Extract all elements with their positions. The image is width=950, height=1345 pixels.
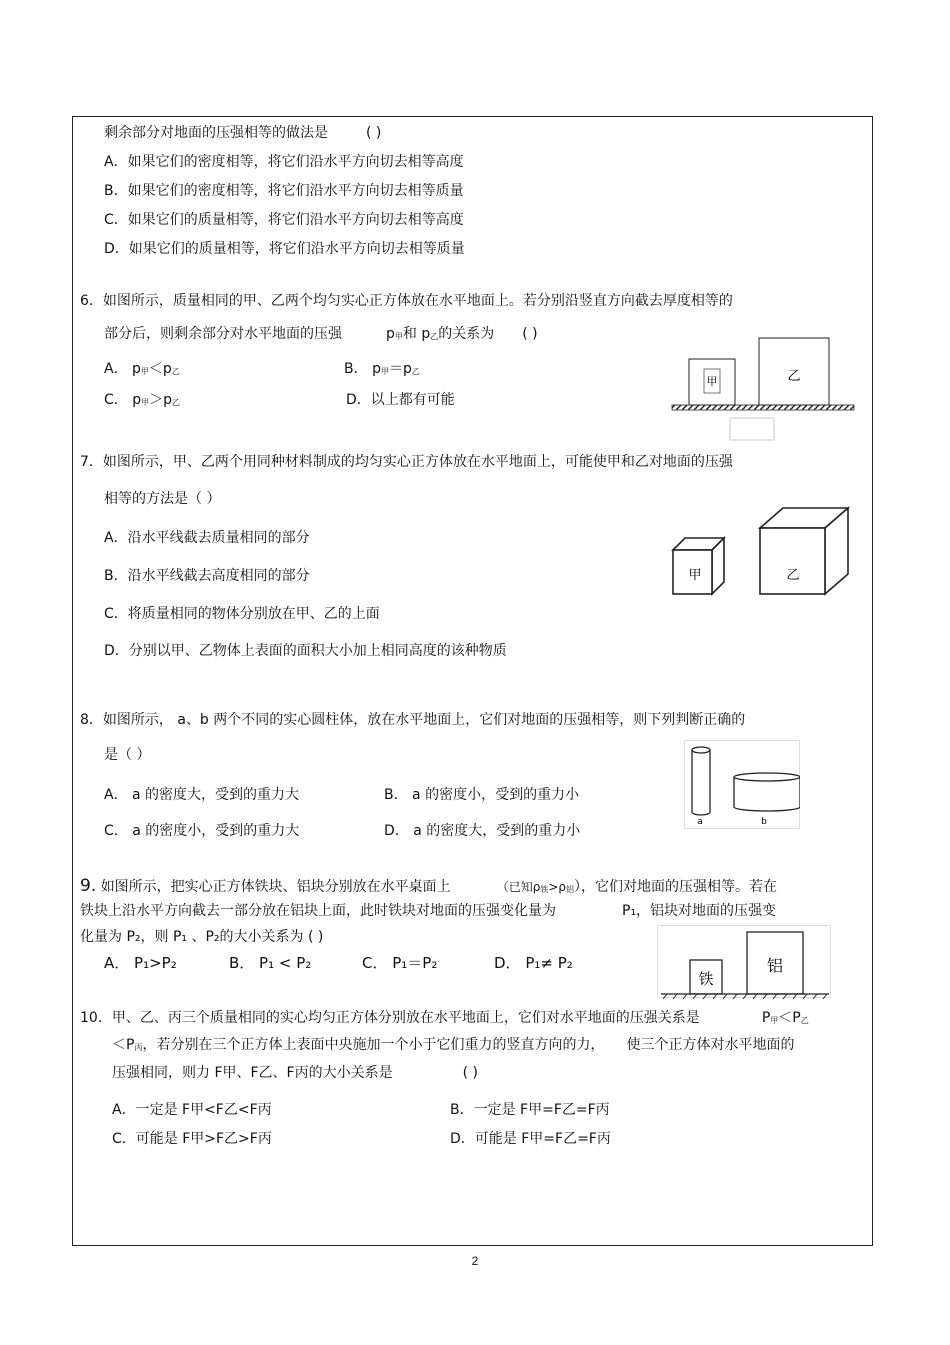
- q10-option-b: B．一定是 F甲=F乙=F丙: [450, 1102, 610, 1118]
- cylinder-a: [692, 747, 710, 815]
- q10-option-d: D．可能是 F甲=F乙=F丙: [450, 1131, 611, 1147]
- q9-figure: [657, 925, 831, 1003]
- q7-option-a: A．沿水平线截去质量相同的部分: [104, 530, 310, 546]
- q9-option-c: C． P₁＝P₂: [362, 954, 438, 972]
- q6-option-d: D．以上都有可能: [346, 392, 455, 408]
- q8-option-a: A． a 的密度大，受到的重力大: [104, 787, 300, 803]
- q9-line1: 9. 如图所示，把实心正方体铁块、铝块分别放在水平桌面上 （已知ρ铁>ρ铝），它们对地面的压强相等。若在: [80, 876, 777, 896]
- q7-option-b: B．沿水平线截去高度相同的部分: [104, 568, 310, 584]
- q5-option-d: D．如果它们的质量相等，将它们沿水平方向切去相等质量: [104, 241, 465, 257]
- table-hatch: [663, 994, 827, 999]
- q7-line2: 相等的方法是（ ）: [104, 491, 221, 507]
- q9-option-a: A． P₁>P₂: [104, 954, 177, 972]
- q8-option-c: C． a 的密度小，受到的重力大: [104, 823, 300, 839]
- q5-option-a: A．如果它们的密度相等，将它们沿水平方向切去相等高度: [104, 154, 464, 170]
- q8-option-d: D． a 的密度大，受到的重力小: [384, 823, 581, 839]
- ground: [672, 405, 854, 410]
- q9-option-d: D． P₁≠ P₂: [494, 954, 573, 972]
- q6-option-b: B． p甲＝p乙: [344, 361, 420, 377]
- q10-line3: 压强相同，则力 F甲、F乙、F丙的大小关系是 ( ): [112, 1065, 478, 1081]
- q8-figure: [684, 740, 800, 830]
- q9-line3: 化量为 P₂，则 P₁ 、P₂的大小关系为 ( ): [80, 929, 324, 945]
- q10-line1: 10．甲、乙、丙三个质量相同的实心均匀正方体分别放在水平地面上，它们对水平地面的压强关系是 P甲＜P乙: [80, 1010, 809, 1026]
- q8-line2: 是（ ）: [104, 747, 151, 763]
- q8-option-b: B． a 的密度小，受到的重力小: [384, 787, 580, 803]
- q5-option-c: C．如果它们的质量相等，将它们沿水平方向切去相等高度: [104, 212, 464, 228]
- q5-option-b: B．如果它们的密度相等，将它们沿水平方向切去相等质量: [104, 183, 464, 199]
- q7-line1: 7．如图所示，甲、乙两个用同种材料制成的均匀实心正方体放在水平地面上，可能使甲和乙对地面的压强: [80, 454, 733, 470]
- label-iron: 铁: [698, 970, 714, 988]
- q7-option-c: C．将质量相同的物体分别放在甲、乙的上面: [104, 606, 380, 622]
- label-a: a: [697, 817, 703, 827]
- q8-line1: 8．如图所示， a、b 两个不同的实心圆柱体，放在水平地面上，它们对地面的压强相等，则下列判断正确的: [80, 712, 746, 728]
- q6-option-a: A． p甲＜p乙: [104, 361, 180, 377]
- label-aluminum: 铝: [766, 956, 784, 975]
- q6-figure: [670, 332, 856, 444]
- q9-line2: 铁块上沿水平方向截去一部分放在铝块上面，此时铁块对地面的压强变化量为 P₁，铝块对地面的压强变: [80, 903, 777, 919]
- label-jia-3d: 甲: [688, 568, 702, 583]
- q7-option-d: D．分别以甲、乙物体上表面的面积大小加上相同高度的该种物质: [104, 643, 507, 659]
- q6-option-c: C． p甲＞p乙: [104, 392, 181, 408]
- q6-line2: 部分后，则剩余部分对水平地面的压强 p甲和 p乙的关系为 ( ): [104, 326, 538, 342]
- faint-box: [730, 418, 774, 440]
- label-yi: 乙: [787, 369, 801, 384]
- q10-option-a: A．一定是 F甲<F乙<F丙: [112, 1102, 272, 1118]
- label-yi-3d: 乙: [786, 568, 800, 583]
- label-jia: 甲: [706, 375, 718, 388]
- cylinder-b: [734, 773, 800, 811]
- cube-yi-3d: [760, 508, 848, 594]
- q6-line1: 6．如图所示，质量相同的甲、乙两个均匀实心正方体放在水平地面上。若分别沿竖直方向截去厚度相等的: [80, 293, 733, 309]
- q10-line2: ＜P丙，若分别在三个正方体上表面中央施加一个小于它们重力的竖直方向的力， 使三个正方体对水平地面的: [112, 1037, 795, 1053]
- label-b: b: [761, 817, 767, 827]
- cube-jia-3d: [673, 538, 724, 594]
- page-number: 2: [471, 1254, 479, 1268]
- q5-stem: 剩余部分对地面的压强相等的做法是 ( ): [104, 125, 382, 141]
- q9-option-b: B． P₁ < P₂: [229, 954, 312, 972]
- q7-figure: [668, 505, 858, 605]
- q10-option-c: C．可能是 F甲>F乙>F丙: [112, 1131, 272, 1147]
